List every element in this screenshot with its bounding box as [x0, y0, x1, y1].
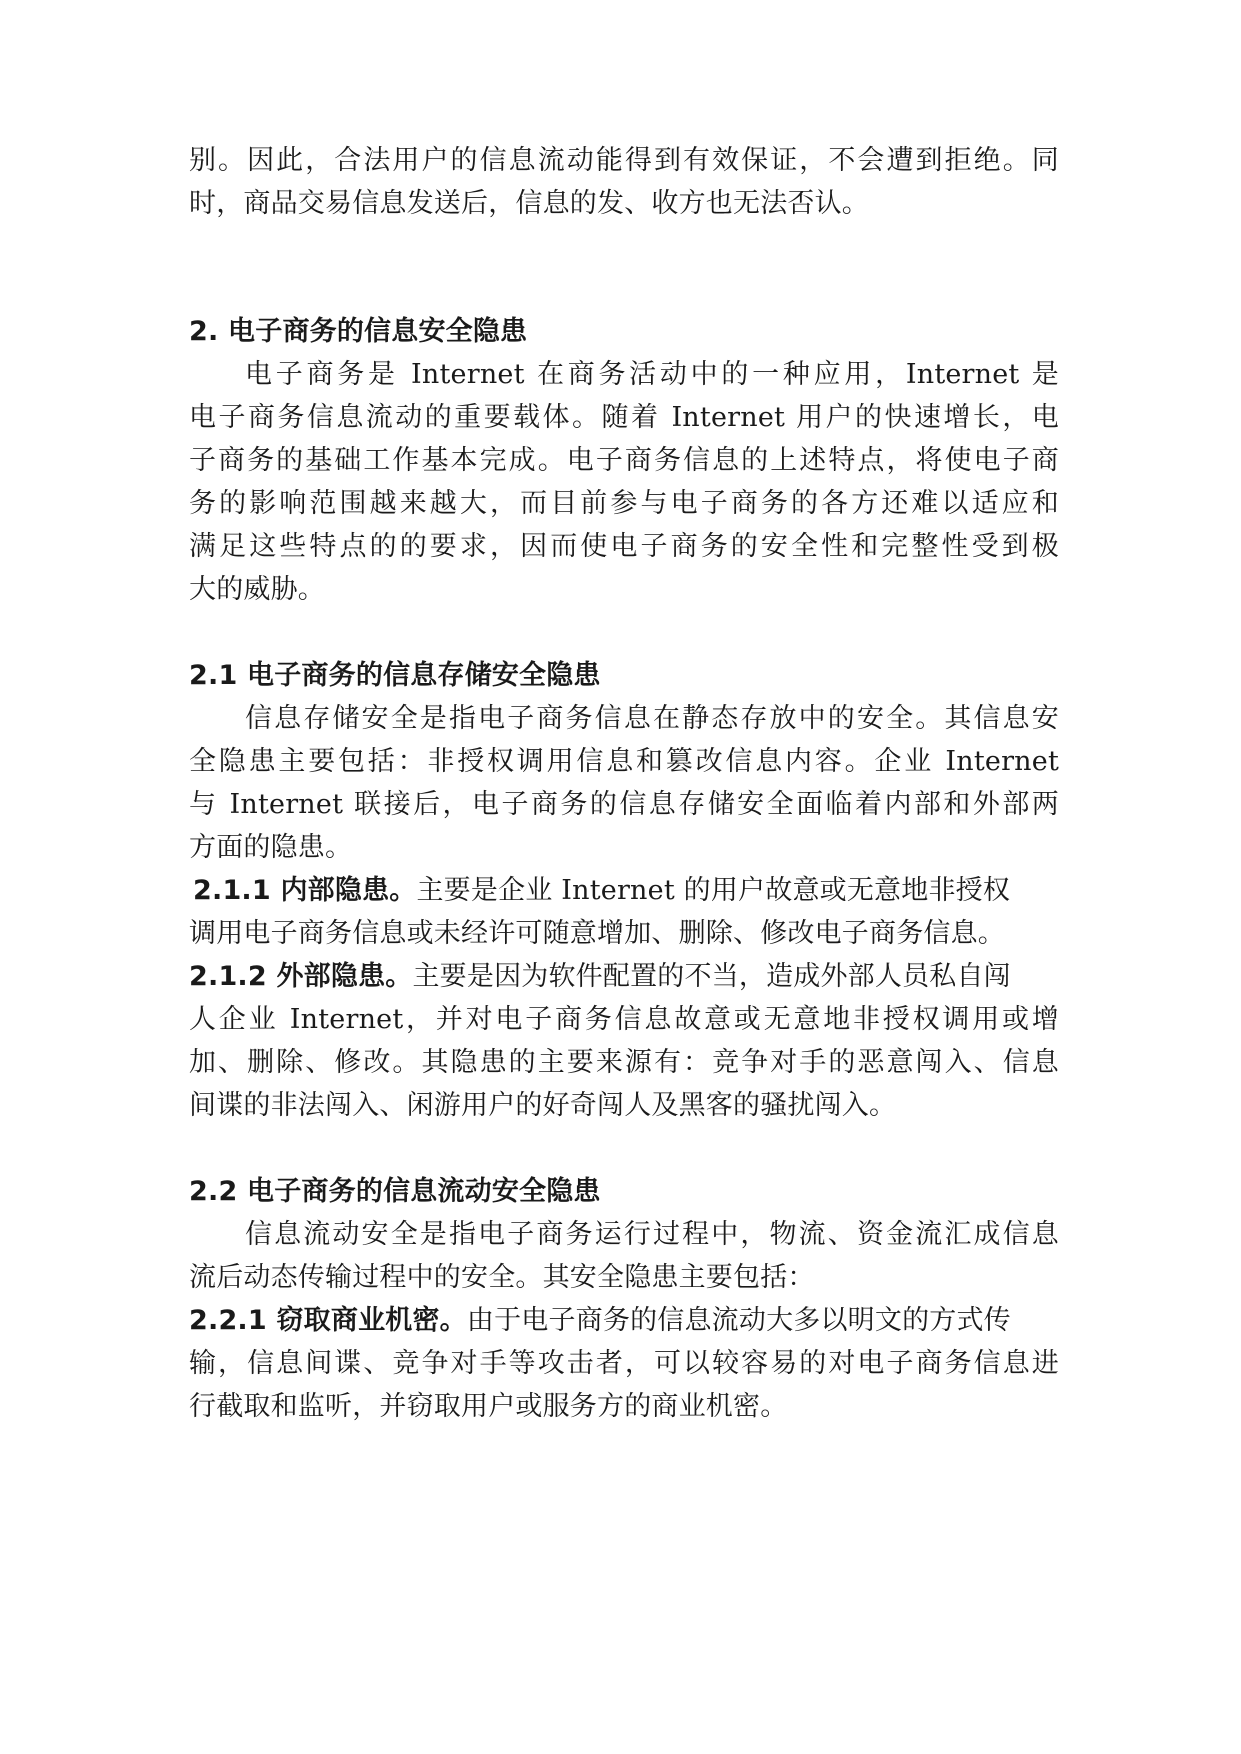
text-line: 务的影响范围越来越大，而目前参与电子商务的各方还难以适应和	[189, 488, 1059, 519]
item-label: 2.1.2 外部隐患。	[189, 961, 413, 992]
text-line: 子商务的基础工作基本完成。电子商务信息的上述特点，将使电子商	[189, 445, 1059, 476]
section-heading: 2.2 电子商务的信息流动安全隐患	[189, 1176, 601, 1207]
text-line: 调用电子商务信息或未经许可随意增加、删除、修改电子商务信息。	[189, 918, 1005, 949]
section-heading: 2.1 电子商务的信息存储安全隐患	[189, 660, 601, 691]
section-heading: 2. 电子商务的信息安全隐患	[189, 316, 528, 347]
text-line: 电子商务是 Internet 在商务活动中的一种应用，Internet 是	[245, 359, 1059, 390]
text-line	[189, 959, 1059, 995]
item-label: 2.1.1 内部隐患。	[193, 875, 417, 906]
text-line: 人企业 Internet，并对电子商务信息故意或无意地非授权调用或增	[189, 1004, 1059, 1035]
item-text: 主要是因为软件配置的不当，造成外部人员私自闯	[412, 961, 1011, 992]
text-line	[193, 873, 1059, 909]
text-line: 行截取和监听，并窃取用户或服务方的商业机密。	[189, 1391, 788, 1422]
text-line: 信息流动安全是指电子商务运行过程中，物流、资金流汇成信息	[245, 1219, 1059, 1250]
text-line: 信息存储安全是指电子商务信息在静态存放中的安全。其信息安	[245, 703, 1059, 734]
item-label: 2.2.1 窃取商业机密。	[189, 1305, 467, 1336]
text-line: 别。因此，合法用户的信息流动能得到有效保证，不会遭到拒绝。同	[189, 145, 1059, 176]
text-line: 与 Internet 联接后，电子商务的信息存储安全面临着内部和外部两	[189, 789, 1059, 820]
text-line: 全隐患主要包括：非授权调用信息和篡改信息内容。企业 Internet	[189, 746, 1059, 777]
text-line: 流后动态传输过程中的安全。其安全隐患主要包括：	[189, 1262, 815, 1293]
text-line: 满足这些特点的的要求，因而使电子商务的安全性和完整性受到极	[189, 531, 1059, 562]
text-line: 间谍的非法闯入、闲游用户的好奇闯人及黑客的骚扰闯入。	[189, 1090, 897, 1121]
text-line: 加、删除、修改。其隐患的主要来源有：竞争对手的恶意闯入、信息	[189, 1047, 1059, 1078]
text-line: 输，信息间谍、竞争对手等攻击者，可以较容易的对电子商务信息进	[189, 1348, 1059, 1379]
text-line: 方面的隐患。	[189, 832, 353, 863]
text-line: 大的威胁。	[189, 574, 325, 605]
text-line	[189, 1303, 1059, 1339]
item-text: 由于电子商务的信息流动大多以明文的方式传	[466, 1305, 1011, 1336]
text-line: 电子商务信息流动的重要载体。随着 Internet 用户的快速增长，电	[189, 402, 1059, 433]
text-line: 时，商品交易信息发送后，信息的发、收方也无法否认。	[189, 188, 869, 219]
item-text: 主要是企业 Internet 的用户故意或无意地非授权	[416, 875, 1011, 906]
